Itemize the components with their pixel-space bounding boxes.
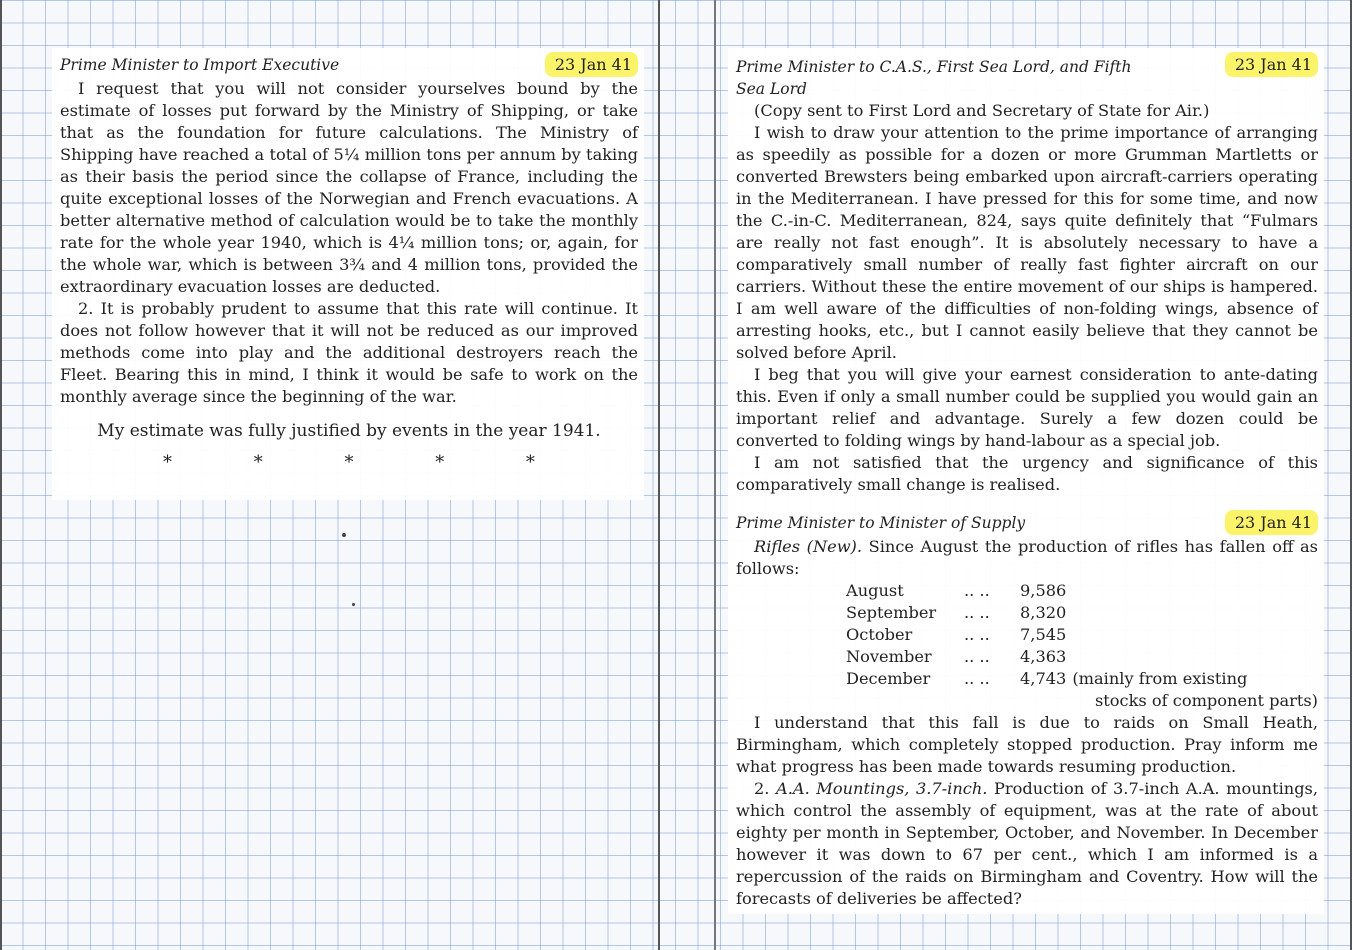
month-cell: November <box>846 647 932 666</box>
dots-cell: .. .. <box>964 669 990 688</box>
mountings-text: Production of 3.7-inch A.A. mountings, which control the assembly of equipment, was at the rate of about eighty per month in September, October, and November. In December however it was down to 67 per cent., which I am informed is a repercussion of the raids on Birmingham and Coventry. How will the forecasts of deliveries be affected? <box>736 779 1319 908</box>
memo-header <box>736 514 1318 536</box>
memo-paragraph: I wish to draw your attention to the prime importance of arranging as speedily as possible for a dozen or more Grumman Martletts or converted Brewsters being embarked upon aircraft-carriers operating in the Mediterranean. I have pressed for this for some time, and now the C.-in-C. Mediterranean, 824, says quite definitely that “Fulmars are really not fast enough”. It is absolutely necessary to have a comparatively small number of really fast fighter aircraft on our carriers. Without these the entire movement of our ships is hampered. I am well aware of the difficulties of non-folding wings, absence of arresting hooks, etc., but I cannot easily believe that they cannot be solved before April. <box>736 123 1318 362</box>
memo-paragraph: 2. It is probably prudent to assume that this rate will continue. It does not follow however that it will not be reduced as our improved methods come into play and the additional destroyers reach the Fleet. Bearing this in mind, I think it would be safe to work on the monthly average since the beginning of the war. <box>60 299 638 406</box>
table-row <box>846 624 1247 646</box>
minister-of-supply-memo <box>736 514 1318 910</box>
import-executive-memo <box>60 56 638 473</box>
memo-heading: Prime Minister to Minister of Supply <box>736 514 1026 532</box>
table-row <box>846 602 1247 624</box>
left-text-panel <box>52 48 644 500</box>
memo-paragraph <box>736 536 1318 580</box>
author-note: My estimate was fully justified by events in the year 1941. <box>97 421 601 441</box>
memo-paragraph: I understand that this fall is due to raids on Small Heath, Birmingham, which completely stopped production. Pray inform me what progress has been made towards resuming production. <box>736 713 1318 776</box>
rifles-intro: Since August the production of rifles has fallen off as follows: <box>736 537 1318 578</box>
table-row <box>846 646 1247 668</box>
ink-speck <box>352 603 355 606</box>
memo-date-highlight: 23 Jan 41 <box>1225 510 1318 535</box>
ink-speck <box>342 533 346 537</box>
left-page <box>0 0 660 950</box>
december-note-continuation: stocks of component parts) <box>1095 691 1318 710</box>
rifles-label: Rifles (New). <box>754 537 863 556</box>
rifles-table-body <box>846 580 1247 690</box>
month-cell: October <box>846 625 913 644</box>
section-divider-stars: * * * * * <box>163 452 573 473</box>
month-cell: December <box>846 669 931 688</box>
mountings-label: A.A. Mountings, 3.7-inch. <box>776 779 988 798</box>
memo-heading: Prime Minister to C.A.S., First Sea Lord, and Fifth Sea Lord <box>736 58 1132 98</box>
month-cell: September <box>846 603 937 622</box>
memo-heading: Prime Minister to Import Executive <box>60 56 340 74</box>
note-cell <box>1066 668 1247 690</box>
value-cell: 9,586 <box>1020 581 1067 600</box>
table-row <box>846 668 1247 690</box>
right-text-panel <box>728 48 1324 914</box>
paragraph-number: 2. <box>754 779 770 798</box>
sea-lord-memo <box>736 56 1318 496</box>
value-cell: 4,743 <box>1020 669 1067 688</box>
memo-date-highlight: 23 Jan 41 <box>1225 52 1318 77</box>
memo-paragraph: I beg that you will give your earnest consideration to ante-dating this. Even if only a small number could be supplied you would gain an important relief and advantage. Surely a few dozen could be converted to folding wings by hand-labour as a special job. <box>736 365 1318 450</box>
memo-date-highlight: 23 Jan 41 <box>545 52 638 77</box>
memo-paragraph: I request that you will not consider yourselves bound by the estimate of losses put forward by the Ministry of Shipping, or take that as the foundation for future calculations. The Ministry of Shipping have reached a total of 5¼ million tons per annum by taking as their basis the period since the collapse of France, including the quite exceptional losses of the Norwegian and French evacuations. A better alternative method of calculation would be to take the monthly rate for the whole year 1940, which is 4¼ million tons; or, again, for the whole war, which is between 3¾ and 4 million tons, provided the extraordinary evacuation losses are deducted. <box>60 79 638 296</box>
memo-paragraph <box>736 778 1318 910</box>
value-cell: 4,363 <box>1020 647 1067 666</box>
memo-paragraph: I am not satisfied that the urgency and significance of this comparatively small change is realised. <box>736 453 1318 494</box>
memo-header <box>60 56 638 78</box>
value-cell: 8,320 <box>1020 603 1067 622</box>
rifles-production-table <box>846 580 1247 690</box>
dots-cell: .. .. <box>964 581 990 600</box>
december-note: (mainly from existing <box>1072 669 1248 688</box>
dots-cell: .. .. <box>964 603 990 622</box>
month-cell: August <box>846 581 904 600</box>
memo-header <box>736 56 1318 100</box>
right-page <box>714 0 1352 950</box>
value-cell: 7,545 <box>1020 625 1067 644</box>
table-row <box>846 580 1247 602</box>
dots-cell: .. .. <box>964 625 990 644</box>
copy-note: (Copy sent to First Lord and Secretary of State for Air.) <box>754 101 1210 120</box>
dots-cell: .. .. <box>964 647 990 666</box>
